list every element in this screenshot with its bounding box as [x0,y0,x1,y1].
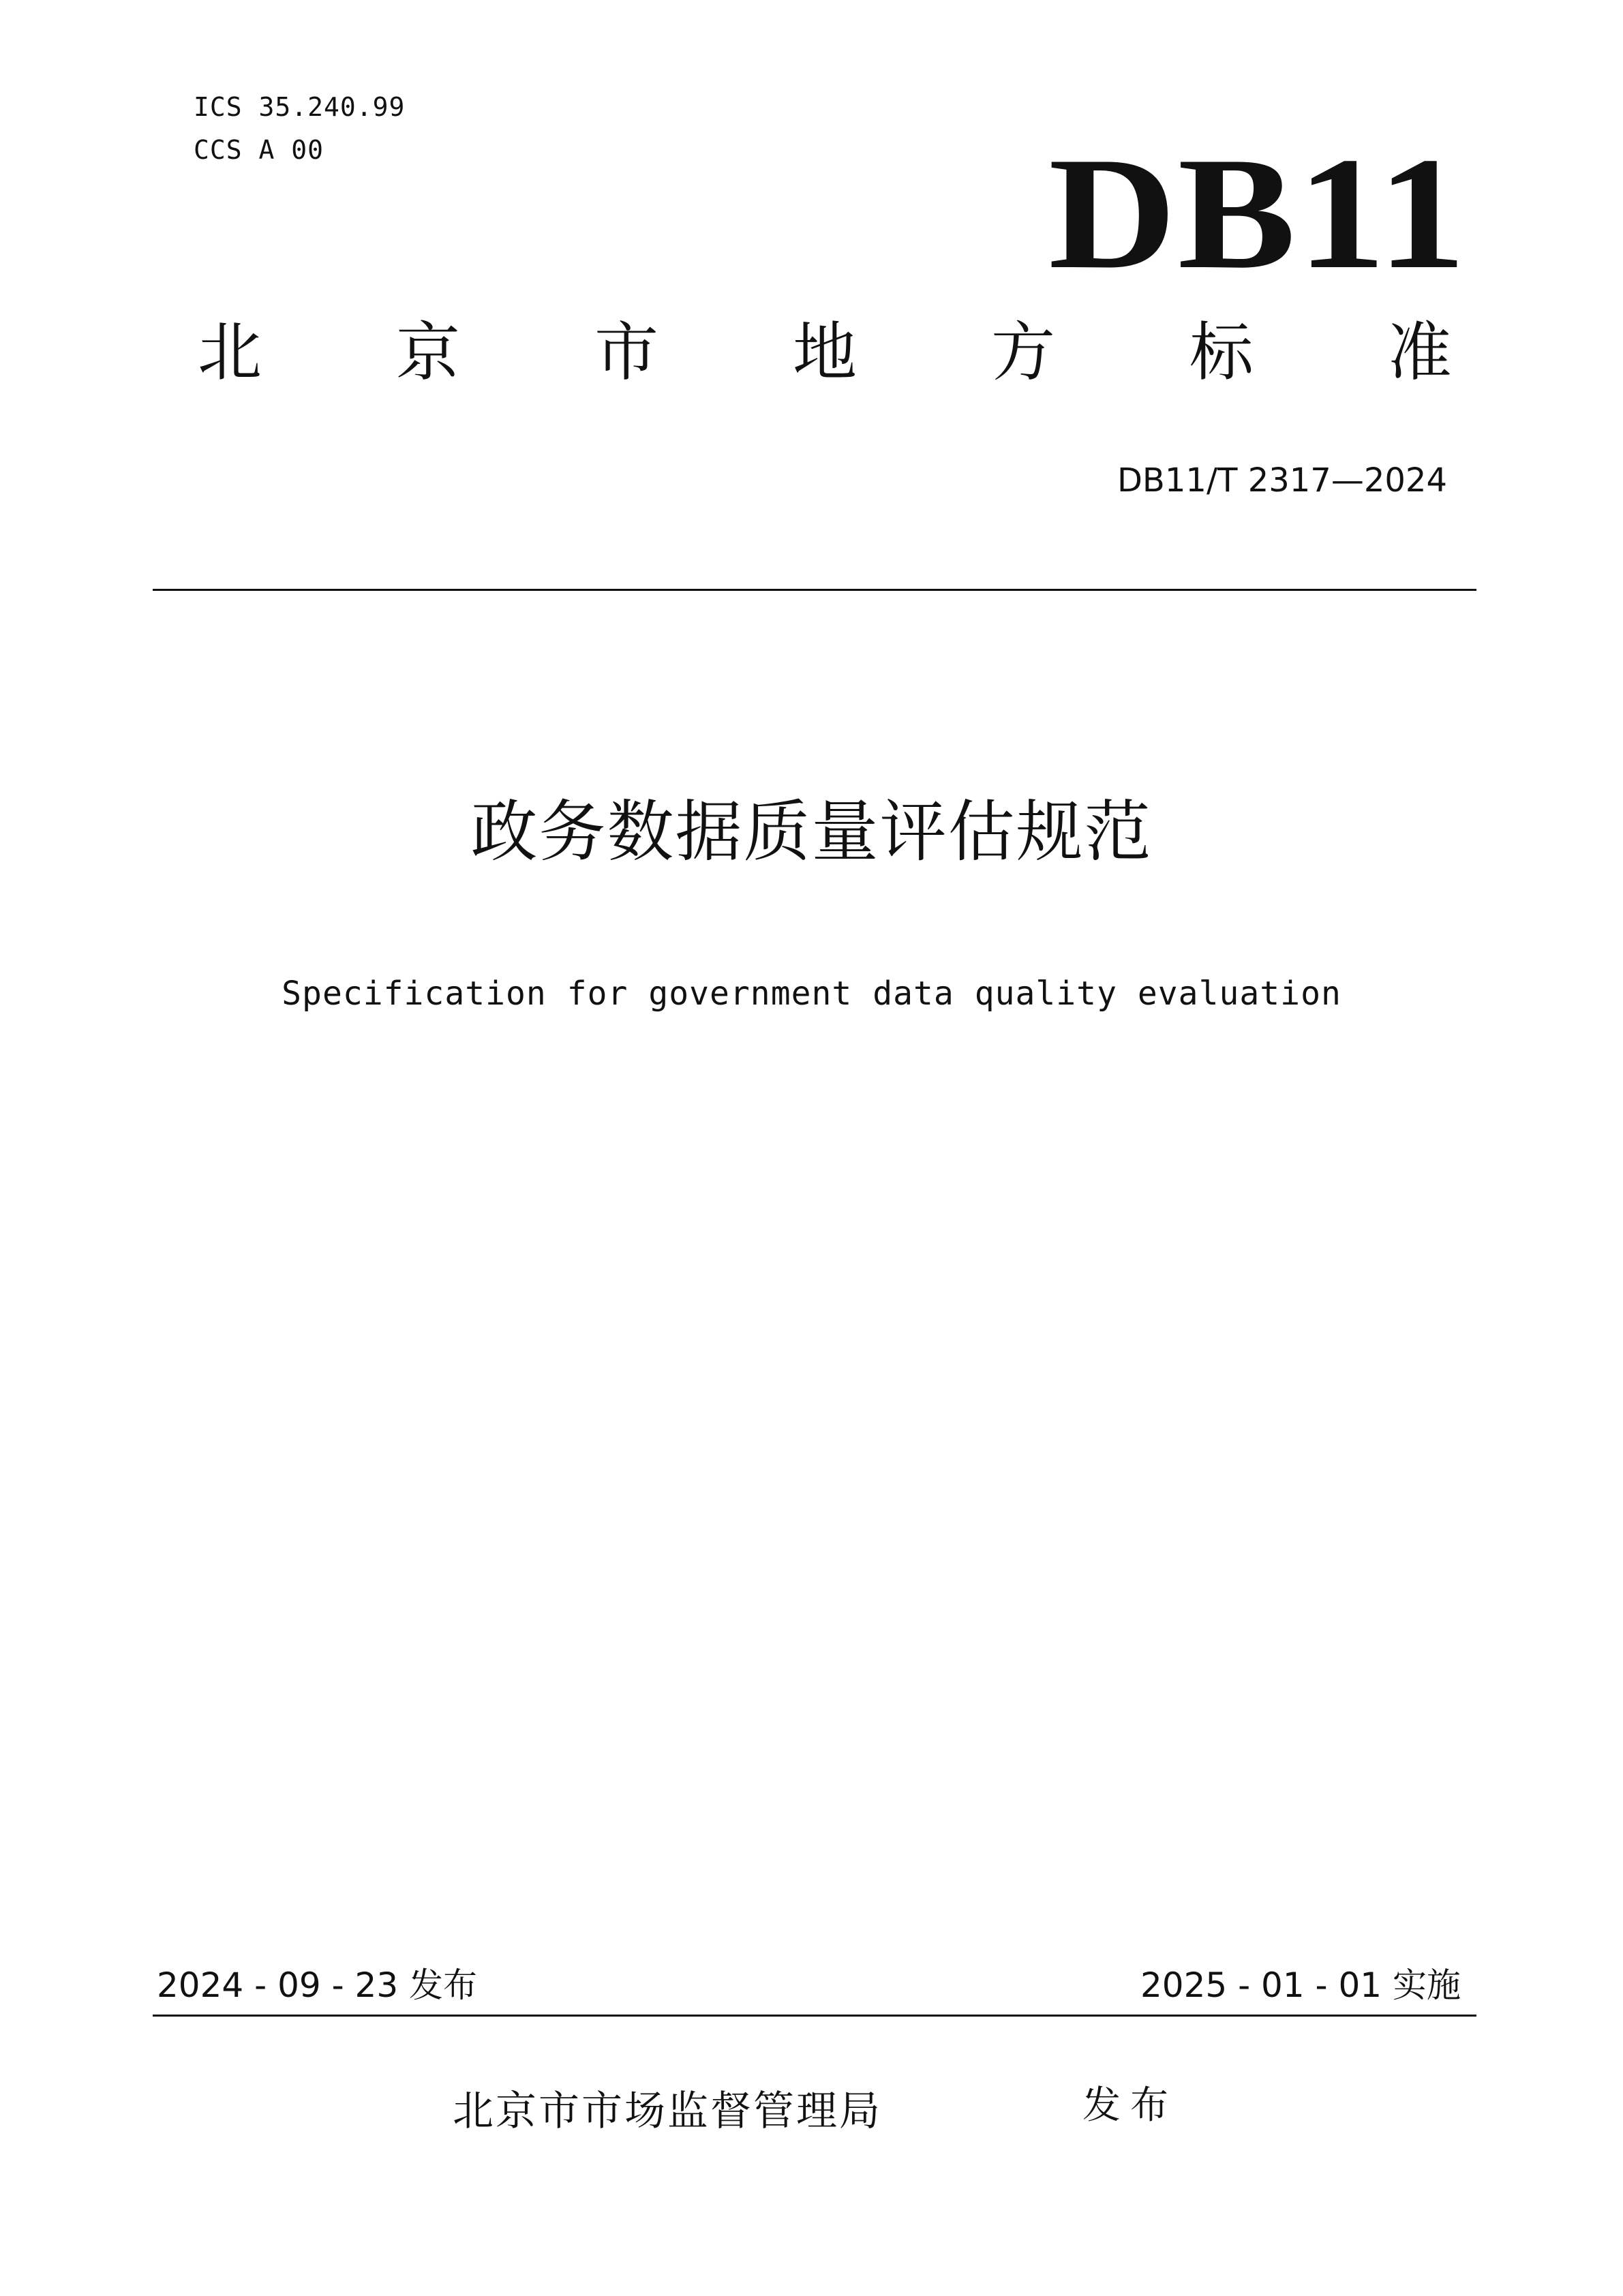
standard-type-char: 地 [792,316,857,390]
document-title-zh: 政务数据质量评估规范 [470,793,1153,871]
standard-type-heading [198,316,1452,391]
standard-type-char: 北 [198,316,262,390]
standard-type-char: 京 [395,316,460,390]
ccs-code: CCS A 00 [194,135,324,165]
publisher-name: 北京市市场监督管理局 [453,2087,882,2135]
document-title-en: Specification for government data quality evaluation [282,975,1341,1013]
standard-number: DB11/T 2317—2024 [1117,461,1447,500]
bottom-divider [153,2015,1476,2017]
ics-code: ICS 35.240.99 [194,92,406,122]
top-divider [153,589,1476,591]
standard-type-char: 市 [594,316,658,390]
standard-type-char: 标 [1189,316,1254,390]
standard-type-char: 方 [990,316,1055,390]
publisher-suffix: 发布 [1082,2083,1178,2128]
effective-date: 2025 - 01 - 01 实施 [1140,1965,1461,2005]
publish-date: 2024 - 09 - 23 发布 [157,1965,478,2005]
standard-logo: DB11 [1048,125,1468,303]
standard-type-char: 准 [1387,316,1452,390]
